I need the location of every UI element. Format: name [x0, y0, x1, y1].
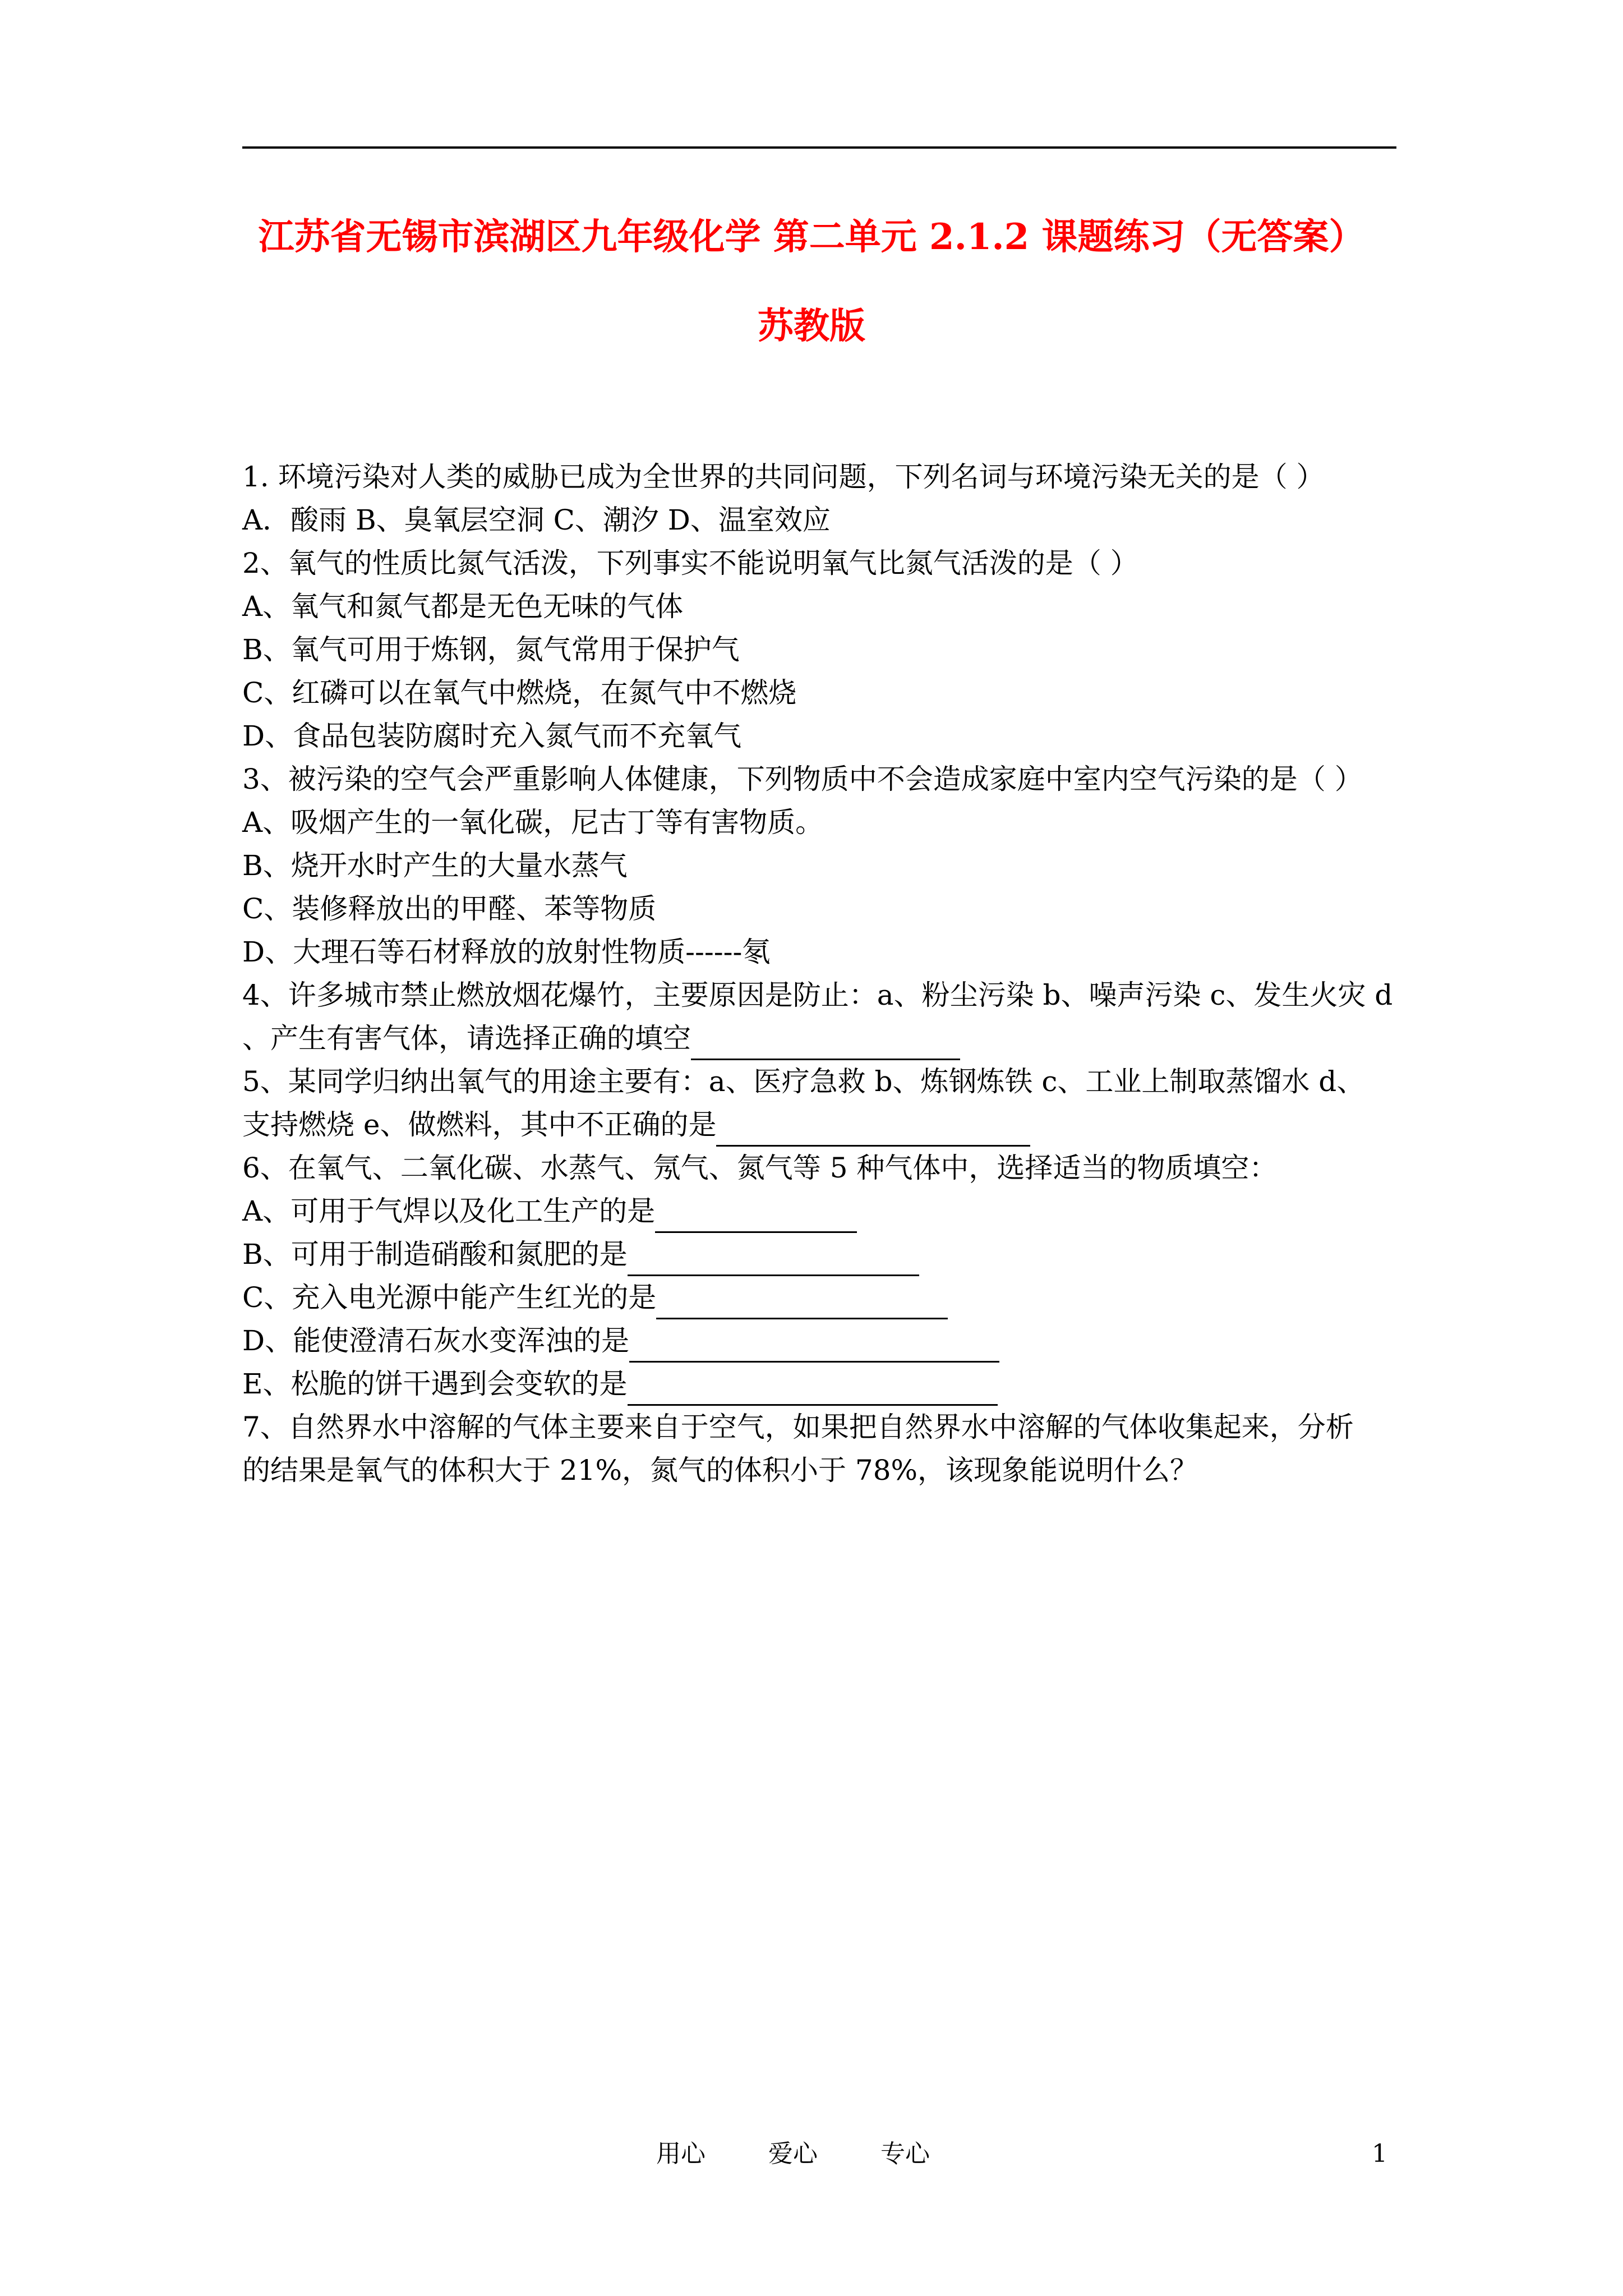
page-number: 1	[1372, 2139, 1387, 2168]
question-4: 4、许多城市禁止燃放烟花爆竹，主要原因是防止：a、粉尘污染 b、噪声污染 c、发生火灾 d	[242, 979, 1393, 1011]
footer-motto-2: 爱心	[768, 2139, 818, 2168]
question-6-item-c: C、充入电光源中能产生红光的是	[242, 1276, 1403, 1319]
question-3: 3、被污染的空气会严重影响人体健康，下列物质中不会造成家庭中室内空气污染的是（ ）	[242, 763, 1363, 795]
question-6-item-b: B、可用于制造硝酸和氮肥的是	[242, 1233, 1403, 1276]
question-6-item-a: A、可用于气焊以及化工生产的是	[242, 1190, 1403, 1233]
question-3-option-c: C、装修释放出的甲醛、苯等物质	[242, 892, 657, 925]
answer-blank	[655, 1200, 857, 1233]
answer-blank	[691, 1027, 960, 1060]
question-1: 1. 环境污染对人类的威胁已成为全世界的共同问题，下列名词与环境污染无关的是（ ）	[242, 461, 1325, 493]
question-5-continued: 支持燃烧 e、做燃料，其中不正确的是	[242, 1103, 1403, 1147]
question-1-options: A．酸雨 B、臭氧层空洞 C、潮汐 D、温室效应	[242, 504, 831, 536]
question-2-option-a: A、氧气和氮气都是无色无味的气体	[242, 590, 684, 623]
question-7-continued: 的结果是氧气的体积大于 21%，氮气的体积小于 78%，该现象能说明什么？	[242, 1454, 1198, 1487]
question-6-item-d: D、能使澄清石灰水变浑浊的是	[242, 1319, 1403, 1363]
question-3-option-d: D、大理石等石材释放的放射性物质------氡	[242, 936, 771, 968]
question-5: 5、某同学归纳出氧气的用途主要有：a、医疗急救 b、炼钢炼铁 c、工业上制取蒸馏水 d、	[242, 1065, 1365, 1098]
question-list	[242, 455, 1403, 1492]
footer-motto-3: 专心	[880, 2139, 930, 2168]
question-3-option-a: A、吸烟产生的一氧化碳，尼古丁等有害物质。	[242, 806, 824, 839]
header-rule	[242, 146, 1396, 149]
question-2: 2、氧气的性质比氮气活泼，下列事实不能说明氧气比氮气活泼的是（ ）	[242, 547, 1138, 579]
answer-blank	[628, 1373, 998, 1406]
question-2-option-c: C、红磷可以在氧气中燃烧，在氮气中不燃烧	[242, 677, 797, 709]
footer-motto-1: 用心	[656, 2139, 706, 2168]
question-2-option-d: D、食品包装防腐时充入氮气而不充氧气	[242, 720, 742, 752]
question-6: 6、在氧气、二氧化碳、水蒸气、氖气、氮气等 5 种气体中，选择适当的物质填空：	[242, 1152, 1278, 1184]
answer-blank	[716, 1114, 1030, 1147]
question-3-option-b: B、烧开水时产生的大量水蒸气	[242, 849, 628, 882]
question-7: 7、自然界水中溶解的气体主要来自于空气，如果把自然界水中溶解的气体收集起来，分析	[242, 1411, 1354, 1443]
document-title-edition: 苏教版	[758, 305, 865, 347]
question-6-item-e: E、松脆的饼干遇到会变软的是	[242, 1363, 1403, 1406]
answer-blank	[628, 1243, 919, 1276]
document-title: 江苏省无锡市滨湖区九年级化学 第二单元 2.1.2 课题练习（无答案）	[258, 216, 1365, 258]
answer-blank	[629, 1329, 999, 1363]
answer-blank	[656, 1286, 948, 1319]
question-2-option-b: B、氧气可用于炼钢，氮气常用于保护气	[242, 633, 740, 666]
question-4-continued: 、产生有害气体，请选择正确的填空	[242, 1017, 1403, 1060]
